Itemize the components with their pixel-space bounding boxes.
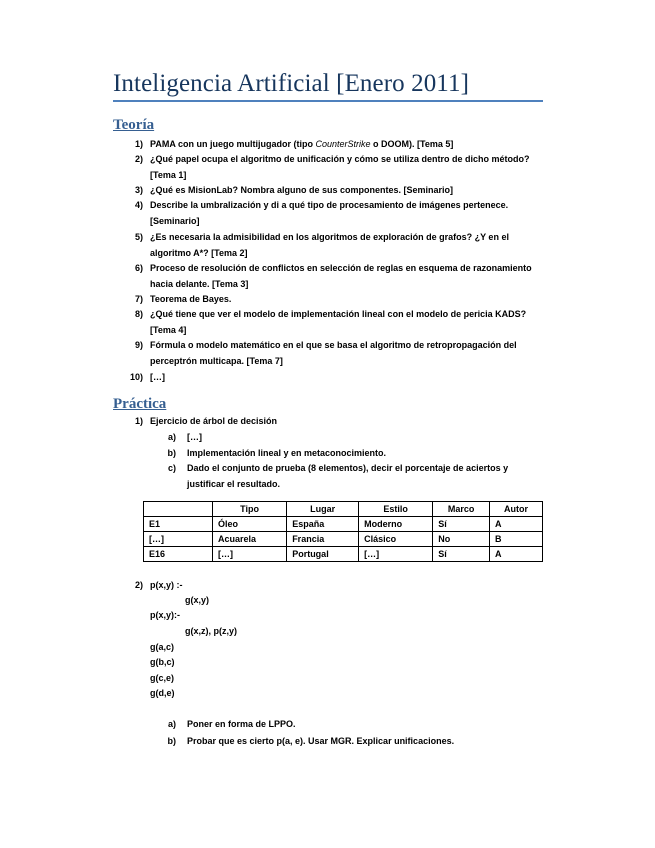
table-cell: Óleo bbox=[213, 517, 287, 532]
table-cell: […] bbox=[359, 547, 433, 562]
sub-letter: c) bbox=[167, 463, 176, 473]
table-cell: Sí bbox=[433, 547, 490, 562]
title-underline bbox=[113, 100, 543, 102]
program-line: g(a,c) bbox=[150, 642, 175, 652]
table-cell: E16 bbox=[144, 547, 213, 562]
question-number: 4) bbox=[134, 200, 143, 210]
sub-letter: a) bbox=[167, 719, 176, 729]
question-1 bbox=[150, 137, 542, 153]
table-header-cell: Autor bbox=[490, 502, 543, 517]
table-header-cell: Marco bbox=[433, 502, 490, 517]
sub-item-a: […] bbox=[187, 432, 202, 442]
table-cell: Clásico bbox=[359, 532, 433, 547]
table-cell: A bbox=[490, 547, 543, 562]
table-row bbox=[144, 547, 543, 562]
practica-question-1: Ejercicio de árbol de decisión bbox=[150, 416, 278, 426]
table-cell: Acuarela bbox=[213, 532, 287, 547]
program-line: g(d,e) bbox=[150, 688, 175, 698]
question-number: 6) bbox=[134, 263, 143, 273]
table-header-cell: Tipo bbox=[213, 502, 287, 517]
table-cell: […] bbox=[213, 547, 287, 562]
question-3: ¿Qué es MisionLab? Nombra alguno de sus componentes. [Seminario] bbox=[150, 185, 454, 195]
table-row bbox=[144, 532, 543, 547]
table-row bbox=[144, 517, 543, 532]
table-cell: E1 bbox=[144, 517, 213, 532]
question-number: 8) bbox=[134, 309, 143, 319]
sub-letter: a) bbox=[167, 432, 176, 442]
question-10: […] bbox=[150, 372, 165, 382]
table-cell: España bbox=[287, 517, 359, 532]
question-number: 10) bbox=[129, 372, 143, 382]
program-line: p(x,y) :- bbox=[150, 580, 183, 590]
table-header-cell bbox=[144, 502, 213, 517]
table-header-cell: Estilo bbox=[359, 502, 433, 517]
q2-sub-item-a: Poner en forma de LPPO. bbox=[187, 719, 296, 729]
section-heading-practica: Práctica bbox=[113, 396, 167, 412]
sub-letter: b) bbox=[167, 448, 176, 458]
sub-item-c: Dado el conjunto de prueba (8 elementos), decir el porcentaje de aciertos y justificar el resultado. bbox=[187, 463, 509, 489]
question-number: 2) bbox=[134, 154, 143, 164]
question-number: 3) bbox=[134, 185, 143, 195]
program-line: g(x,y) bbox=[185, 595, 210, 605]
table-cell: […] bbox=[144, 532, 213, 547]
question-1-text-b: o DOOM). [Tema 5] bbox=[370, 139, 454, 149]
question-number: 7) bbox=[134, 294, 143, 304]
question-6: Proceso de resolución de conflictos en selección de reglas en esquema de razonamiento hacia delante. [Tema 3] bbox=[150, 263, 532, 289]
question-9: Fórmula o modelo matemático en el que se basa el algoritmo de retropropagación del perceptrón multicapa. [Tema 7] bbox=[150, 340, 517, 366]
program-line: g(b,c) bbox=[150, 657, 175, 667]
question-4: Describe la umbralización y di a qué tipo de procesamiento de imágenes pertenece. [Seminario] bbox=[150, 200, 509, 226]
program-line: g(c,e) bbox=[150, 673, 175, 683]
q2-sub-item-b: Probar que es cierto p(a, e). Usar MGR. Explicar unificaciones. bbox=[187, 736, 455, 746]
sub-item-b: Implementación lineal y en metaconocimiento. bbox=[187, 448, 387, 458]
program-line: g(x,z), p(z,y) bbox=[185, 626, 237, 636]
question-5: ¿Es necesaria la admisibilidad en los algoritmos de exploración de grafos? ¿Y en el algoritmo A*? [Tema 2] bbox=[150, 232, 509, 258]
page-title: Inteligencia Artificial [Enero 2011] bbox=[113, 70, 470, 97]
question-8: ¿Qué tiene que ver el modelo de implementación lineal con el modelo de pericia KADS? [Tema 4] bbox=[150, 309, 527, 335]
question-number: 1) bbox=[134, 416, 143, 426]
question-number: 9) bbox=[134, 340, 143, 350]
decision-tree-table bbox=[143, 501, 543, 562]
table-header-cell: Lugar bbox=[287, 502, 359, 517]
question-2: ¿Qué papel ocupa el algoritmo de unificación y cómo se utiliza dentro de dicho método? [Tema 1] bbox=[150, 154, 530, 180]
table-cell: Portugal bbox=[287, 547, 359, 562]
table-header-row bbox=[144, 502, 543, 517]
table-cell: Francia bbox=[287, 532, 359, 547]
section-heading-teoria: Teoría bbox=[113, 117, 155, 133]
table-cell: No bbox=[433, 532, 490, 547]
sub-letter: b) bbox=[167, 736, 176, 746]
table-cell: Moderno bbox=[359, 517, 433, 532]
question-number: 2) bbox=[134, 580, 143, 590]
program-line: p(x,y):- bbox=[150, 610, 180, 620]
question-number: 1) bbox=[134, 139, 143, 149]
table-cell: B bbox=[490, 532, 543, 547]
question-7: Teorema de Bayes. bbox=[150, 294, 232, 304]
table-cell: Sí bbox=[433, 517, 490, 532]
question-1-text-a: PAMA con un juego multijugador (tipo bbox=[150, 139, 316, 149]
question-number: 5) bbox=[134, 232, 143, 242]
table-cell: A bbox=[490, 517, 543, 532]
question-1-italic: CounterStrike bbox=[315, 139, 371, 149]
